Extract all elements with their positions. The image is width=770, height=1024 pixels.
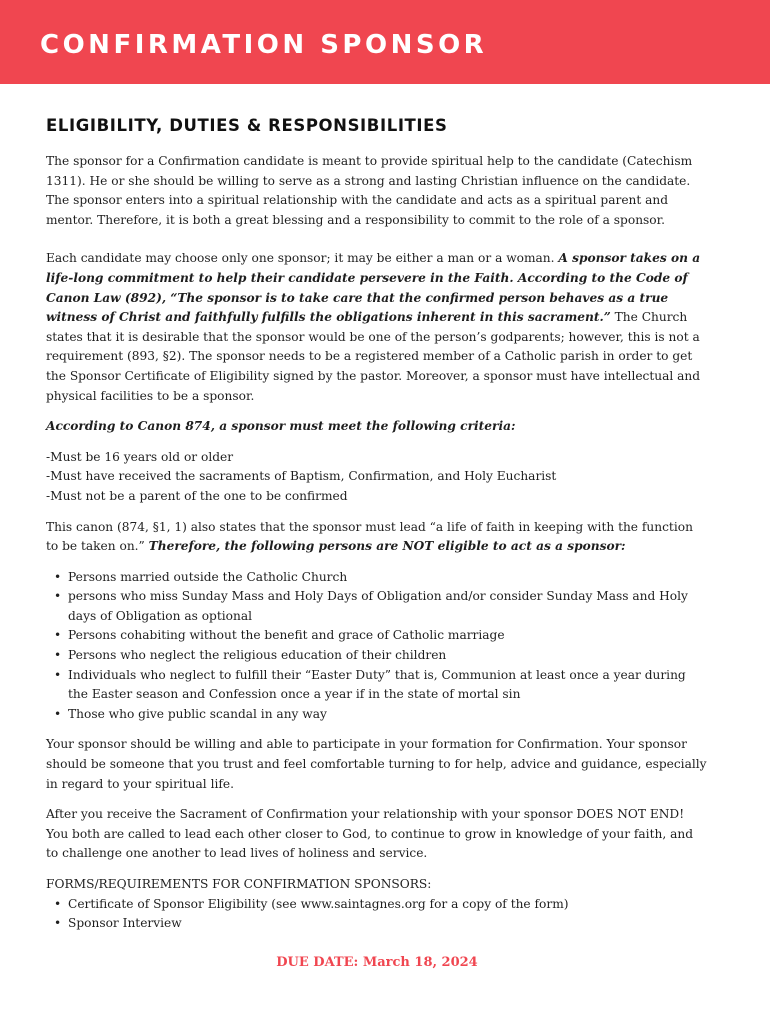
list-item: • Sponsor Interview [46,914,708,934]
bullet-icon: • [54,916,62,931]
document-body [46,116,708,973]
criteria-item: -Must have received the sacraments of Baptism, Confirmation, and Holy Eucharist [46,469,557,484]
canon-paragraph [46,518,708,557]
list-item: • Those who give public scandal in any way [46,705,708,725]
bullet-icon: • [54,648,62,663]
due-date: DUE DATE: March 18, 2024 [276,954,478,970]
list-item: • Certificate of Sponsor Eligibility (see www.saintagnes.org for a copy of the form) [46,895,708,915]
canon-law-quote: A sponsor takes on a life-long commitment to help their candidate persevere in the Faith. According to the Code of Canon Law (892), “The sponsor is to take care that the confirmed person behaves as a true witness of Christ and faithfully fulfills the obligations inherent in this sacrament.” [46,251,701,325]
bullet-icon: • [54,569,62,584]
bullet-icon: • [54,589,62,604]
sponsor-paragraph-end: The Church states that it is desirable that the sponsor would be one of the person’s godparents; however, this is not a requirement (893, §2). The sponsor needs to be a registered member of a Catholic parish in order to get the Sponsor Certificate of Eligibility signed by the pastor. Moreover, a sponsor must have intellectual and physical facilities to be a sponsor. [46,310,701,403]
criteria-heading: According to Canon 874, a sponsor must meet the following criteria: [46,419,516,434]
canon-text: This canon (874, §1, 1) also states that the sponsor must lead “a life of faith in keeping with the function to be taken on.” [46,519,693,554]
bullet-icon: • [54,628,62,643]
list-item: • Individuals who neglect to fulfill their “Easter Duty” that is, Communion at least once a year during the Easter season and Confession once a year if in the state of mortal sin [54,667,686,702]
sponsor-paragraph [46,249,708,406]
formation-paragraph: Your sponsor should be willing and able to participate in your formation for Confirmation. Your sponsor should be someone that you trust and feel comfortable turning to for help, advice and guidance, especially in regard to your spiritual life. [46,737,707,791]
sponsor-paragraph-start: Each candidate may choose only one sponsor; it may be either a man or a woman. [46,251,559,266]
criteria-item: -Must not be a parent of the one to be confirmed [46,488,348,503]
after-confirmation-paragraph: After you receive the Sacrament of Confirmation your relationship with your sponsor DOES NOT END! You both are called to lead each other closer to God, to continue to grow in knowledge of your faith, and to challenge one another to lead lives of holiness and service. [46,807,693,861]
intro-paragraph: The sponsor for a Confirmation candidate is meant to provide spiritual help to the candidate (Catechism 1311). He or she should be willing to serve as a strong and lasting Christian influence on the candidate. The sponsor enters into a spiritual relationship with the candidate and acts as a spiritual parent and mentor. Therefore, it is both a great blessing and a responsibility to commit to the role of a sponsor. [46,154,693,227]
page-title: CONFIRMATION SPONSOR [40,30,488,60]
header-banner [0,0,770,84]
forms-list [46,895,708,934]
criteria-list [46,448,708,507]
list-item: • Persons cohabiting without the benefit and grace of Catholic marriage [46,626,708,646]
ineligible-heading: Therefore, the following persons are NOT eligible to act as a sponsor: [148,539,626,554]
bullet-icon: • [54,706,62,721]
bullet-icon: • [54,896,62,911]
criteria-item: -Must be 16 years old or older [46,449,234,464]
section-heading: ELIGIBILITY, DUTIES & RESPONSIBILITIES [46,116,448,135]
list-item: • Persons who neglect the religious education of their children [46,646,708,666]
list-item: • persons who miss Sunday Mass and Holy Days of Obligation and/or consider Sunday Mass and Holy days of Obligation as optional [54,589,688,623]
forms-heading: FORMS/REQUIREMENTS FOR CONFIRMATION SPONSORS: [46,877,432,891]
list-item: • Persons married outside the Catholic Church [46,568,708,588]
bullet-icon: • [54,667,62,682]
ineligible-list [46,568,708,725]
